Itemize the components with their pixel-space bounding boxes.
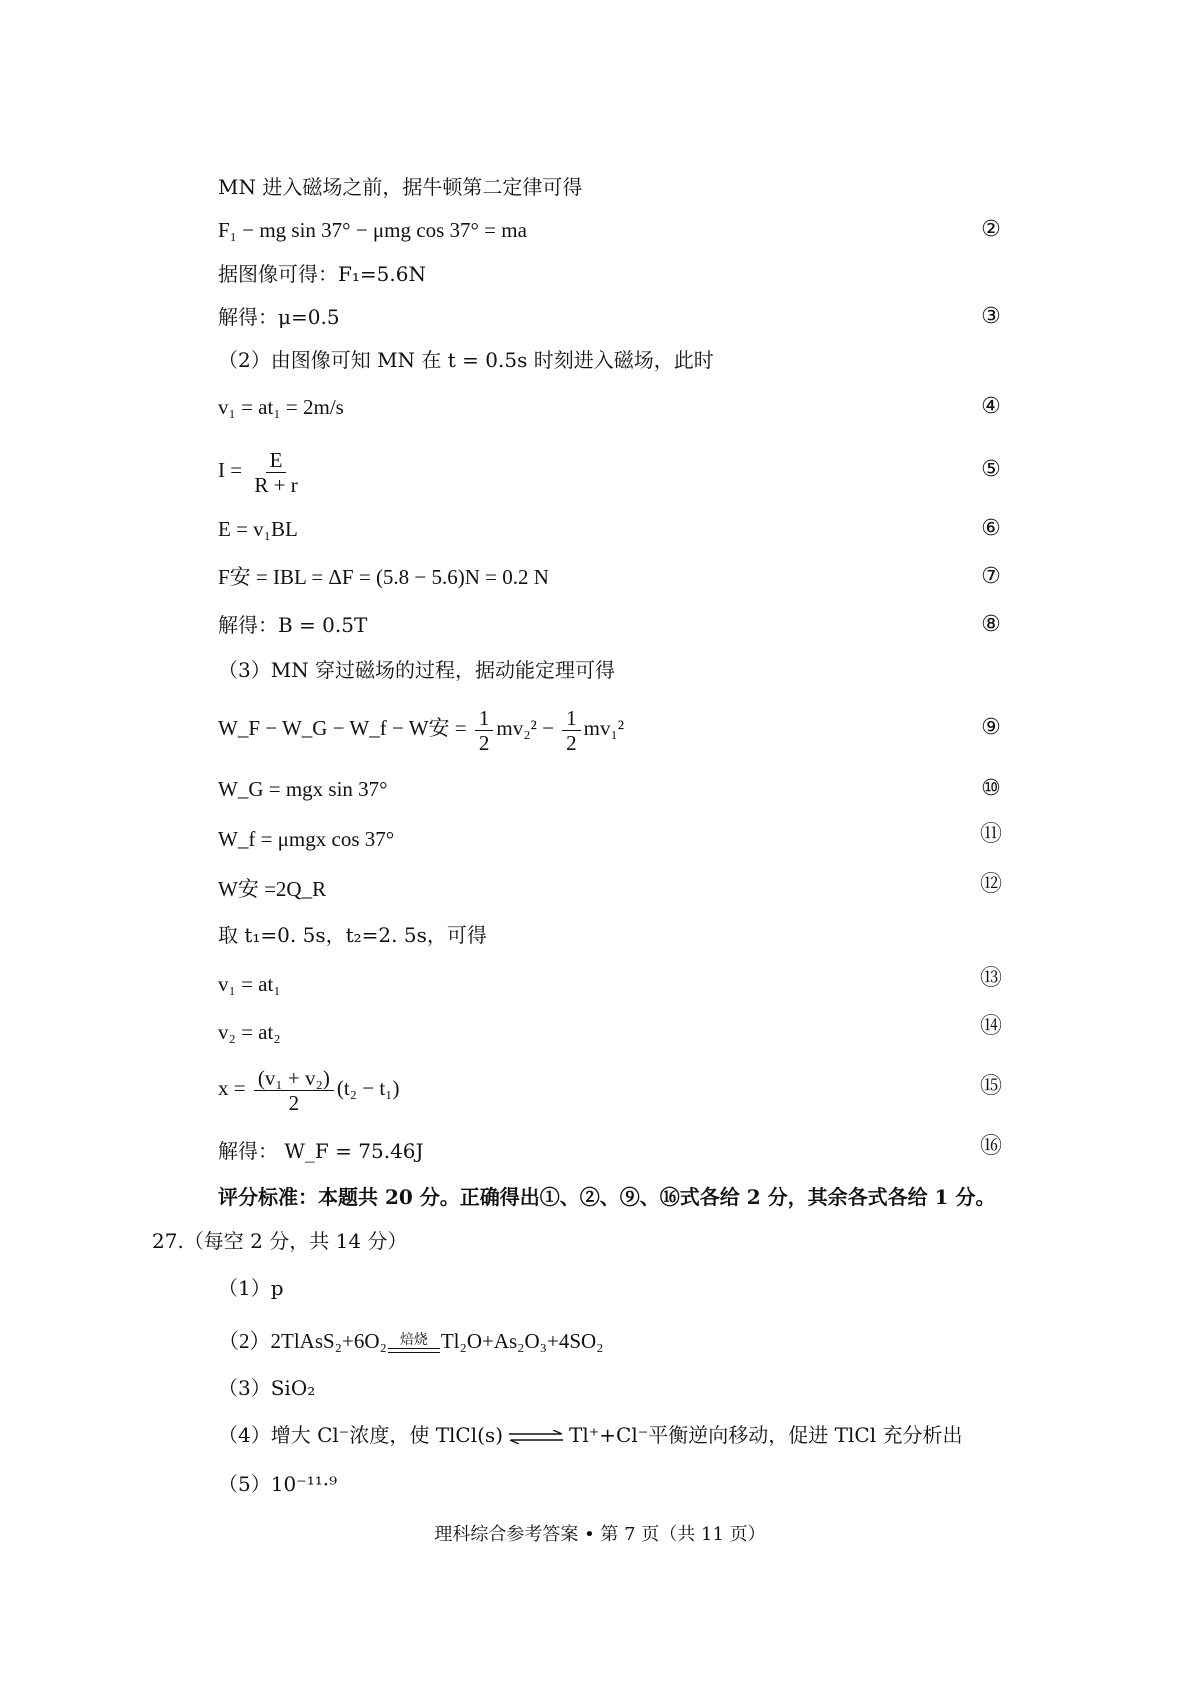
scoring-criteria: 评分标准：本题共 20 分。正确得出①、②、⑨、⑯式各给 2 分，其余各式各给 1 分。 xyxy=(218,1185,996,1209)
q27-answer-1: （1）p xyxy=(218,1276,284,1300)
equation-2: F₁ − mg sin 37° − μmg cos 37° = ma xyxy=(218,218,527,242)
equals-sign-icon xyxy=(388,1348,440,1353)
equation-mark-12: ⑫ xyxy=(979,872,1002,897)
fraction: $\frac{E}{R + r}$ xyxy=(254,447,298,497)
equation-mark-9: ⑨ xyxy=(981,715,1001,740)
q27-answer-4: （4）增大 Cl⁻浓度，使 TlCl(s) Tl⁺+Cl⁻平衡逆向移动，促进 TlCl 充分析出 xyxy=(218,1423,963,1447)
text-line-20: 解得： W_F = 75.46J xyxy=(218,1139,424,1163)
equilibrium-arrow-icon xyxy=(507,1430,565,1444)
equation-5: I = $\frac{E}{R + r}$ xyxy=(218,442,1000,498)
text-line-1: MN 进入磁场之前，据牛顿第二定律可得 xyxy=(218,175,583,199)
text-line-3: 据图像可得：F₁=5.6N xyxy=(218,262,426,286)
equation-mark-15: ⑮ xyxy=(979,1074,1002,1099)
equation-mark-8: ⑧ xyxy=(981,612,1001,637)
equation-9: W_F − W_G − W_f − W安 = $\frac{1}{2}$ mv₂² − $\frac{1}{2}$ mv₁² xyxy=(218,705,625,755)
q27-answer-5: （5）10⁻¹¹·⁹ xyxy=(218,1472,338,1496)
text-line-5: （2）由图像可知 MN 在 t = 0.5s 时刻进入磁场，此时 xyxy=(218,348,714,372)
equation-10: W_G = mgx sin 37° xyxy=(218,777,388,801)
equation-mark-10: ⑩ xyxy=(981,776,1001,801)
page-footer: 理科综合参考答案 • 第 7 页（共 11 页） xyxy=(434,1524,766,1545)
equation-6: E = v₁BL xyxy=(218,517,298,541)
text-line-10: 解得：B = 0.5T xyxy=(218,613,368,637)
fraction-half-1: $\frac{1}{2}$ xyxy=(475,706,494,755)
equation-mark-5: ⑤ xyxy=(981,457,1001,482)
equation-4: v₁ = at₁ = 2m/s xyxy=(218,395,344,419)
equation-15: x = $\frac{\text{(v₁ + v₂)}}{2}$ (t₂ − t₁) xyxy=(218,1065,400,1115)
fraction-half-2: $\frac{1}{2}$ xyxy=(562,706,581,755)
equation-12: W安 =2Q_R xyxy=(218,877,327,901)
equation-mark-6: ⑥ xyxy=(981,516,1001,541)
text-line-4: 解得：μ=0.5 xyxy=(218,305,340,329)
text-line-11: （3）MN 穿过磁场的过程，据动能定理可得 xyxy=(218,658,616,682)
fraction: $\frac{\text{(v₁ + v₂)}}{2}$ xyxy=(254,1066,334,1115)
equation-7: F安 = IBL = ΔF = (5.8 − 5.6)N = 0.2 N xyxy=(218,565,549,589)
equation-mark-14: ⑭ xyxy=(979,1014,1002,1039)
equation-mark-13: ⑬ xyxy=(979,966,1002,991)
equation-14: v₂ = at₂ xyxy=(218,1020,281,1044)
q27-answer-3: （3）SiO₂ xyxy=(218,1376,316,1400)
question-27-header: 27.（每空 2 分，共 14 分） xyxy=(152,1229,408,1253)
equation-mark-11: ⑪ xyxy=(979,822,1002,847)
equation-mark-3: ③ xyxy=(981,304,1001,329)
q27-answer-2: （2）2TlAsS₂+6O₂ 焙烧 Tl₂O+As₂O₃+4SO₂ xyxy=(218,1329,604,1353)
equation-mark-16: ⑯ xyxy=(979,1134,1002,1159)
text-line-16: 取 t₁=0. 5s，t₂=2. 5s，可得 xyxy=(218,923,487,947)
equation-11: W_f = μmgx cos 37° xyxy=(218,827,395,851)
reaction-condition: 焙烧 xyxy=(388,1333,440,1353)
equation-13: v₁ = at₁ xyxy=(218,972,281,996)
equation-mark-4: ④ xyxy=(981,394,1001,419)
equation-mark-2: ② xyxy=(981,217,1001,242)
equation-mark-7: ⑦ xyxy=(981,564,1001,589)
